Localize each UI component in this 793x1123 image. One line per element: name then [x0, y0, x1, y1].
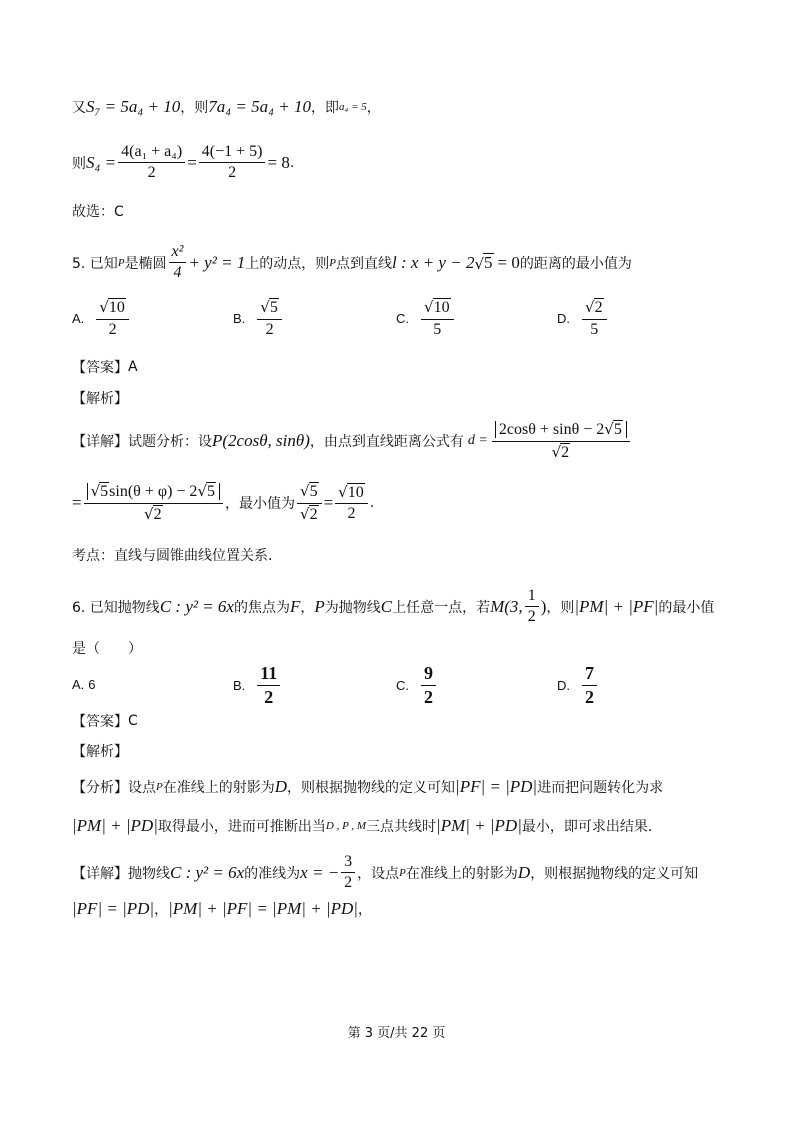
- detail-q6: 【详解】 抛物线 C : y² = 6x 的准线为 x = − $\frac{3}{2}$ ，设点 P 在准线上的射影为 D ，则根据抛物线的定义可知: [72, 853, 699, 892]
- equals: =: [187, 152, 197, 172]
- fenxi-q6: 【分析】 设点 P 在准线上的射影为 D ，则根据抛物线的定义可知 |PF| = |PD| 进而把问题转化为求: [72, 777, 664, 796]
- fraction: √ 5 sin(θ + φ) − 2 √ 5 √ 2: [84, 482, 223, 524]
- math: + y² = 1: [188, 252, 246, 272]
- analysis-tag-q5: 【解析】: [72, 391, 128, 407]
- fraction: 2cosθ + sinθ − 2 √ 5 √ 2: [492, 420, 630, 462]
- var-p: P: [117, 256, 125, 269]
- question-5: [72, 243, 632, 283]
- detail-q5: 【详解】 试题分析：设 P(2cosθ, sinθ) ，由点到直线距离公式有 d = 2cosθ + sinθ − 2 √ 5 √ 2: [72, 420, 632, 462]
- page-footer: 第 3 页/共 22 页: [347, 1026, 446, 1041]
- fraction: √ 10 2: [335, 483, 368, 524]
- question-6-line2: 是（ ）: [72, 641, 142, 657]
- math-s7: S₇ = 5a₄ + 10: [86, 97, 181, 116]
- fraction: $\frac{\text{x²}}{4}$: [169, 243, 187, 283]
- analysis-tag-q6: 【解析】: [72, 744, 128, 760]
- math-eq: 7a₄ = 5a₄ + 10: [208, 97, 312, 116]
- math-a4: a₄ = 5: [339, 101, 367, 113]
- line-s4: [72, 143, 294, 183]
- radical: √ 5: [474, 253, 493, 273]
- result: = 8: [267, 152, 290, 172]
- kaodian: 考点：直线与圆锥曲线位置关系．: [72, 548, 282, 564]
- fraction: √ 10 5: [421, 298, 454, 339]
- fraction: √ 5 √ 2: [297, 482, 322, 524]
- text: 点到直线: [336, 255, 393, 272]
- option-a: A. √ 10 2: [72, 298, 131, 339]
- fraction: $\frac{1}{2}$: [525, 587, 539, 627]
- option-d: D. $\frac{7}{2}$: [557, 663, 599, 707]
- answer-q6: 【答案】 C: [72, 713, 138, 730]
- math: = 0: [497, 252, 520, 272]
- option-b: B. $\frac{11}{2}$: [233, 663, 282, 707]
- fraction: $\frac{11}{2}$: [257, 663, 280, 707]
- fraction: $\frac{9}{2}$: [421, 663, 436, 707]
- detail-q6-line2: |PF| = |PD| ， |PM| + |PF| = |PM| + |PD| ，: [72, 899, 372, 918]
- text: .: [289, 154, 295, 171]
- text: 则: [72, 155, 86, 172]
- text: 的距离的最小值为: [519, 255, 632, 272]
- fraction: √ 2 5: [582, 298, 607, 339]
- option-a: A. 6: [72, 677, 96, 692]
- detail-q5-line2: = √ 5 sin(θ + φ) − 2 √ 5 √ 2 ，最小值为 √ 5 √ 2 = √ 10 2 .: [72, 482, 375, 524]
- fraction: √ 5 2: [257, 298, 282, 339]
- answer-q4: 故选：C: [72, 204, 124, 220]
- option-d: D. √ 2 5: [557, 298, 609, 339]
- text: ，即: [311, 100, 340, 116]
- fraction: $\frac{4(-1 + 5)}{2}$: [199, 143, 266, 183]
- text: 又: [72, 100, 86, 116]
- fraction: $\frac{\text{4(a₁ + a₄)}}{2}$: [118, 143, 185, 183]
- fraction: $\frac{7}{2}$: [582, 663, 597, 707]
- question-6: 6. 已知抛物线 C : y² = 6x 的焦点为 F ， P 为抛物线 C 上任意一点，若 M(3, $\frac{1}{2}$ ) ，则 |PM| + |PF| 的最小值: [72, 587, 715, 626]
- math-s4: S₄ =: [86, 152, 117, 172]
- text: 上的动点，则: [245, 255, 330, 272]
- option-c: C. √ 10 5: [396, 298, 456, 339]
- option-c: C. $\frac{9}{2}$: [396, 663, 438, 707]
- text: ，: [366, 100, 381, 116]
- fraction: √ 10 2: [96, 298, 129, 339]
- text: ，则: [180, 100, 209, 116]
- math: l : x + y − 2: [392, 252, 475, 272]
- var-p: P: [329, 256, 337, 269]
- text: 5. 已知: [72, 255, 118, 272]
- text: 是椭圆: [124, 255, 167, 272]
- option-b: B. √ 5 2: [233, 298, 284, 339]
- answer-q5: 【答案】 A: [72, 359, 138, 376]
- fraction: $\frac{3}{2}$: [341, 853, 355, 893]
- line-s7: [72, 97, 381, 117]
- fenxi-q6-line2: |PM| + |PD| 取得最小，进而可推断出当 D , P , M 三点共线时 |PM| + |PD| 最小，即可求出结果．: [72, 816, 662, 835]
